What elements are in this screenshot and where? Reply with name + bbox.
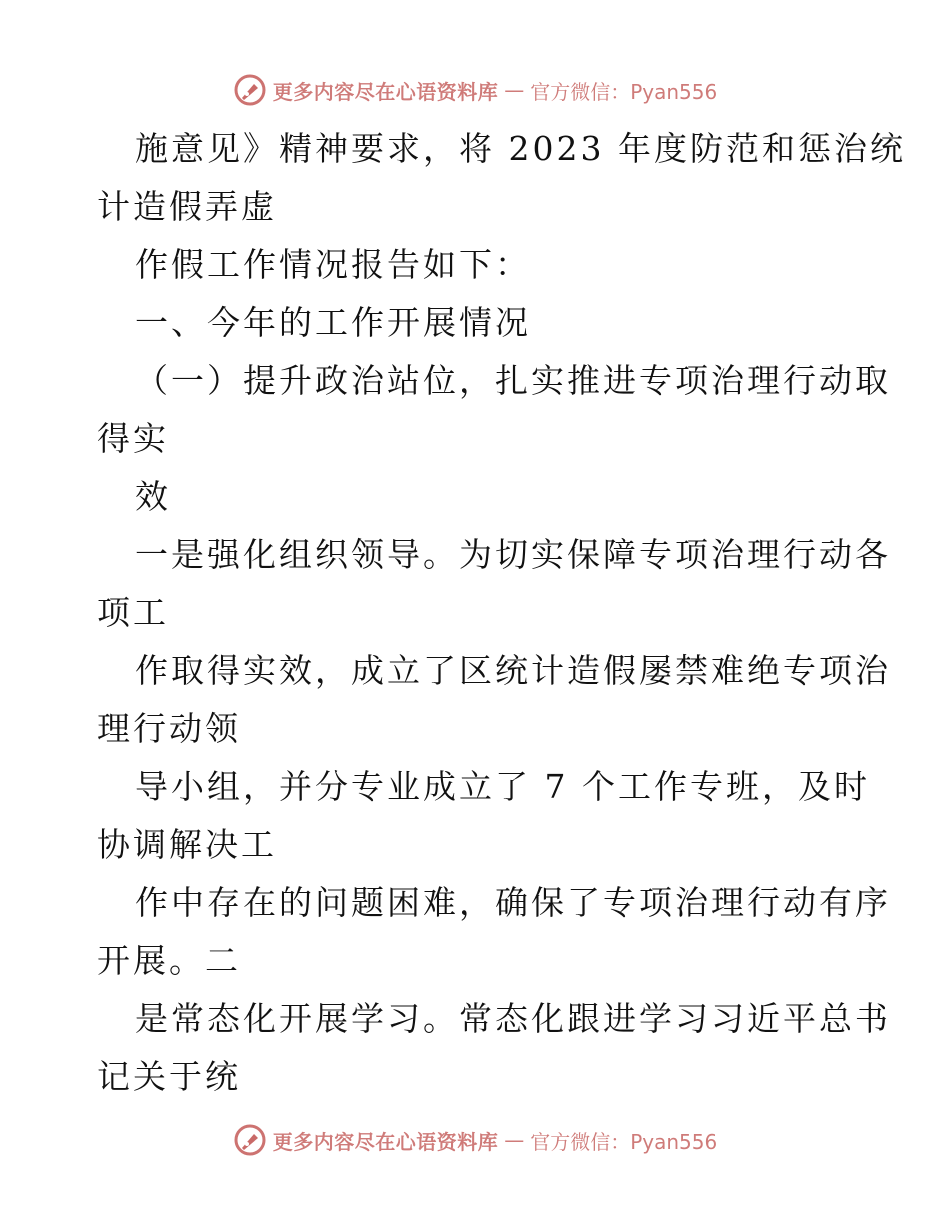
watermark-footer (0, 1120, 950, 1160)
text-line: 一、今年的工作开展情况 (135, 303, 531, 342)
text-line: 作中存在的问题困难，确保了专项治理行动有序 (135, 883, 891, 922)
text-line: 导小组，并分专业成立了 7 个工作专班，及时 (135, 767, 870, 806)
watermark-text: 更多内容尽在心语资料库 (272, 1129, 499, 1154)
text-line: 计造假弄虚 (97, 187, 277, 226)
document-body (97, 120, 906, 1106)
text-line: 协调解决工 (97, 825, 277, 864)
pen-nib-logo-icon (233, 1123, 267, 1157)
pen-nib-logo-icon (233, 73, 267, 107)
text-line: 是常态化开展学习。常态化跟进学习习近平总书 (135, 999, 891, 1038)
text-line: 作假工作情况报告如下： (135, 245, 531, 284)
text-line: 记关于统 (97, 1057, 241, 1096)
watermark-dash: — (504, 1128, 525, 1152)
text-line: 效 (135, 477, 171, 516)
text-line: 开展。二 (97, 941, 241, 980)
text-line: （一）提升政治站位，扎实推进专项治理行动取 (135, 361, 891, 400)
text-line: 得实 (97, 419, 169, 458)
watermark-wechat: 官方微信：Pyan556 (530, 79, 718, 104)
text-line: 项工 (97, 593, 169, 632)
watermark-text: 更多内容尽在心语资料库 (272, 79, 499, 104)
watermark-wechat: 官方微信：Pyan556 (530, 1129, 718, 1154)
text-line: 一是强化组织领导。为切实保障专项治理行动各 (135, 535, 891, 574)
text-line: 理行动领 (97, 709, 241, 748)
text-line: 作取得实效，成立了区统计造假屡禁难绝专项治 (135, 651, 891, 690)
watermark-dash: — (504, 78, 525, 102)
text-line: 施意见》精神要求，将 2023 年度防范和惩治统 (135, 129, 906, 168)
watermark-header (0, 70, 950, 110)
